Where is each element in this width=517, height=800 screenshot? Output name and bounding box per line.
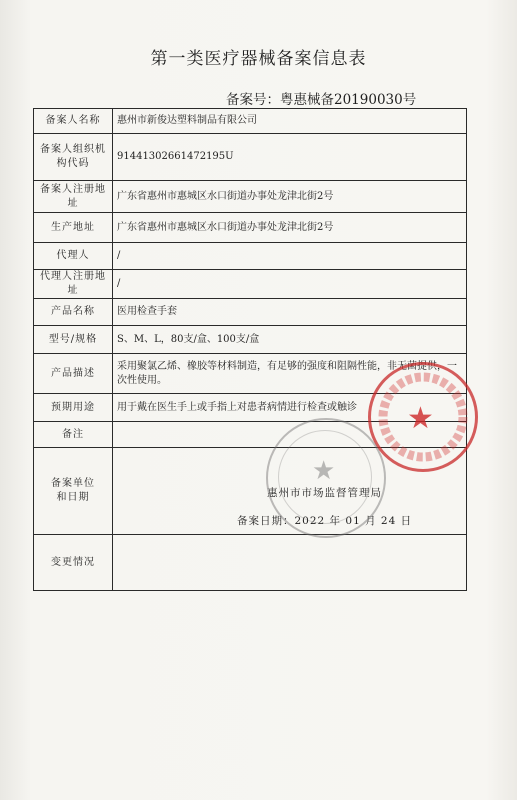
- table-row: [34, 326, 467, 354]
- table-row: [34, 535, 467, 591]
- row-value: 惠州市新俊达塑料制品有限公司: [113, 109, 467, 134]
- row-label: 备案人名称: [34, 109, 113, 134]
- row-label: 代理人注册地址: [34, 270, 113, 299]
- filing-number: 备案号：粤惠械备20190030号: [226, 92, 417, 108]
- row-value: S、M、L，80支/盒、100支/盒: [113, 326, 467, 354]
- agency-name: 惠州市市场监督管理局: [267, 487, 382, 499]
- row-value: [113, 535, 467, 591]
- row-value: 医用检查手套: [113, 299, 467, 326]
- table-row: [34, 181, 467, 213]
- row-value: [113, 422, 467, 448]
- row-value: 广东省惠州市惠城区水口街道办事处龙津北街2号: [113, 213, 467, 243]
- row-label: 代理人: [34, 243, 113, 270]
- row-value: /: [113, 243, 467, 270]
- table-row: [34, 299, 467, 326]
- row-label: 生产地址: [34, 213, 113, 243]
- seal-star-icon: ★: [407, 401, 434, 436]
- document-title: 第一类医疗器械备案信息表: [150, 49, 367, 69]
- row-label: 产品描述: [34, 354, 113, 394]
- row-value: /: [113, 270, 467, 299]
- table-row: [34, 394, 467, 422]
- table-row: [34, 243, 467, 270]
- table-row: [34, 448, 467, 535]
- filing-date: 备案日期：2022 年 01 月 24 日: [237, 515, 413, 527]
- row-value: 采用聚氯乙烯、橡胶等材料制造，有足够的强度和阻隔性能，非无菌提供，一次性使用。: [113, 354, 467, 394]
- row-label: 变更情况: [34, 535, 113, 591]
- row-value: 91441302661472195U: [113, 134, 467, 181]
- row-label: 备注: [34, 422, 113, 448]
- row-label: [34, 448, 113, 535]
- table-row: [34, 354, 467, 394]
- row-label-text: 备案单位和日期: [51, 478, 95, 503]
- row-label: 备案人组织机构代码: [34, 134, 113, 181]
- row-value: 用于戴在医生手上或手指上对患者病情进行检查或触诊: [113, 394, 467, 422]
- filing-unit-cell: [113, 448, 467, 535]
- row-label: 产品名称: [34, 299, 113, 326]
- row-label: 预期用途: [34, 394, 113, 422]
- table-row: [34, 270, 467, 299]
- table-row: [34, 422, 467, 448]
- row-label: 型号/规格: [34, 326, 113, 354]
- filing-info-table: [33, 108, 467, 591]
- table-row: [34, 213, 467, 243]
- table-row: [34, 109, 467, 134]
- seal-star-icon: ★: [312, 456, 336, 486]
- filing-unit-block: [117, 448, 463, 534]
- row-value: 广东省惠州市惠城区水口街道办事处龙津北街2号: [113, 181, 467, 213]
- table-row: [34, 134, 467, 181]
- row-label: 备案人注册地址: [34, 181, 113, 213]
